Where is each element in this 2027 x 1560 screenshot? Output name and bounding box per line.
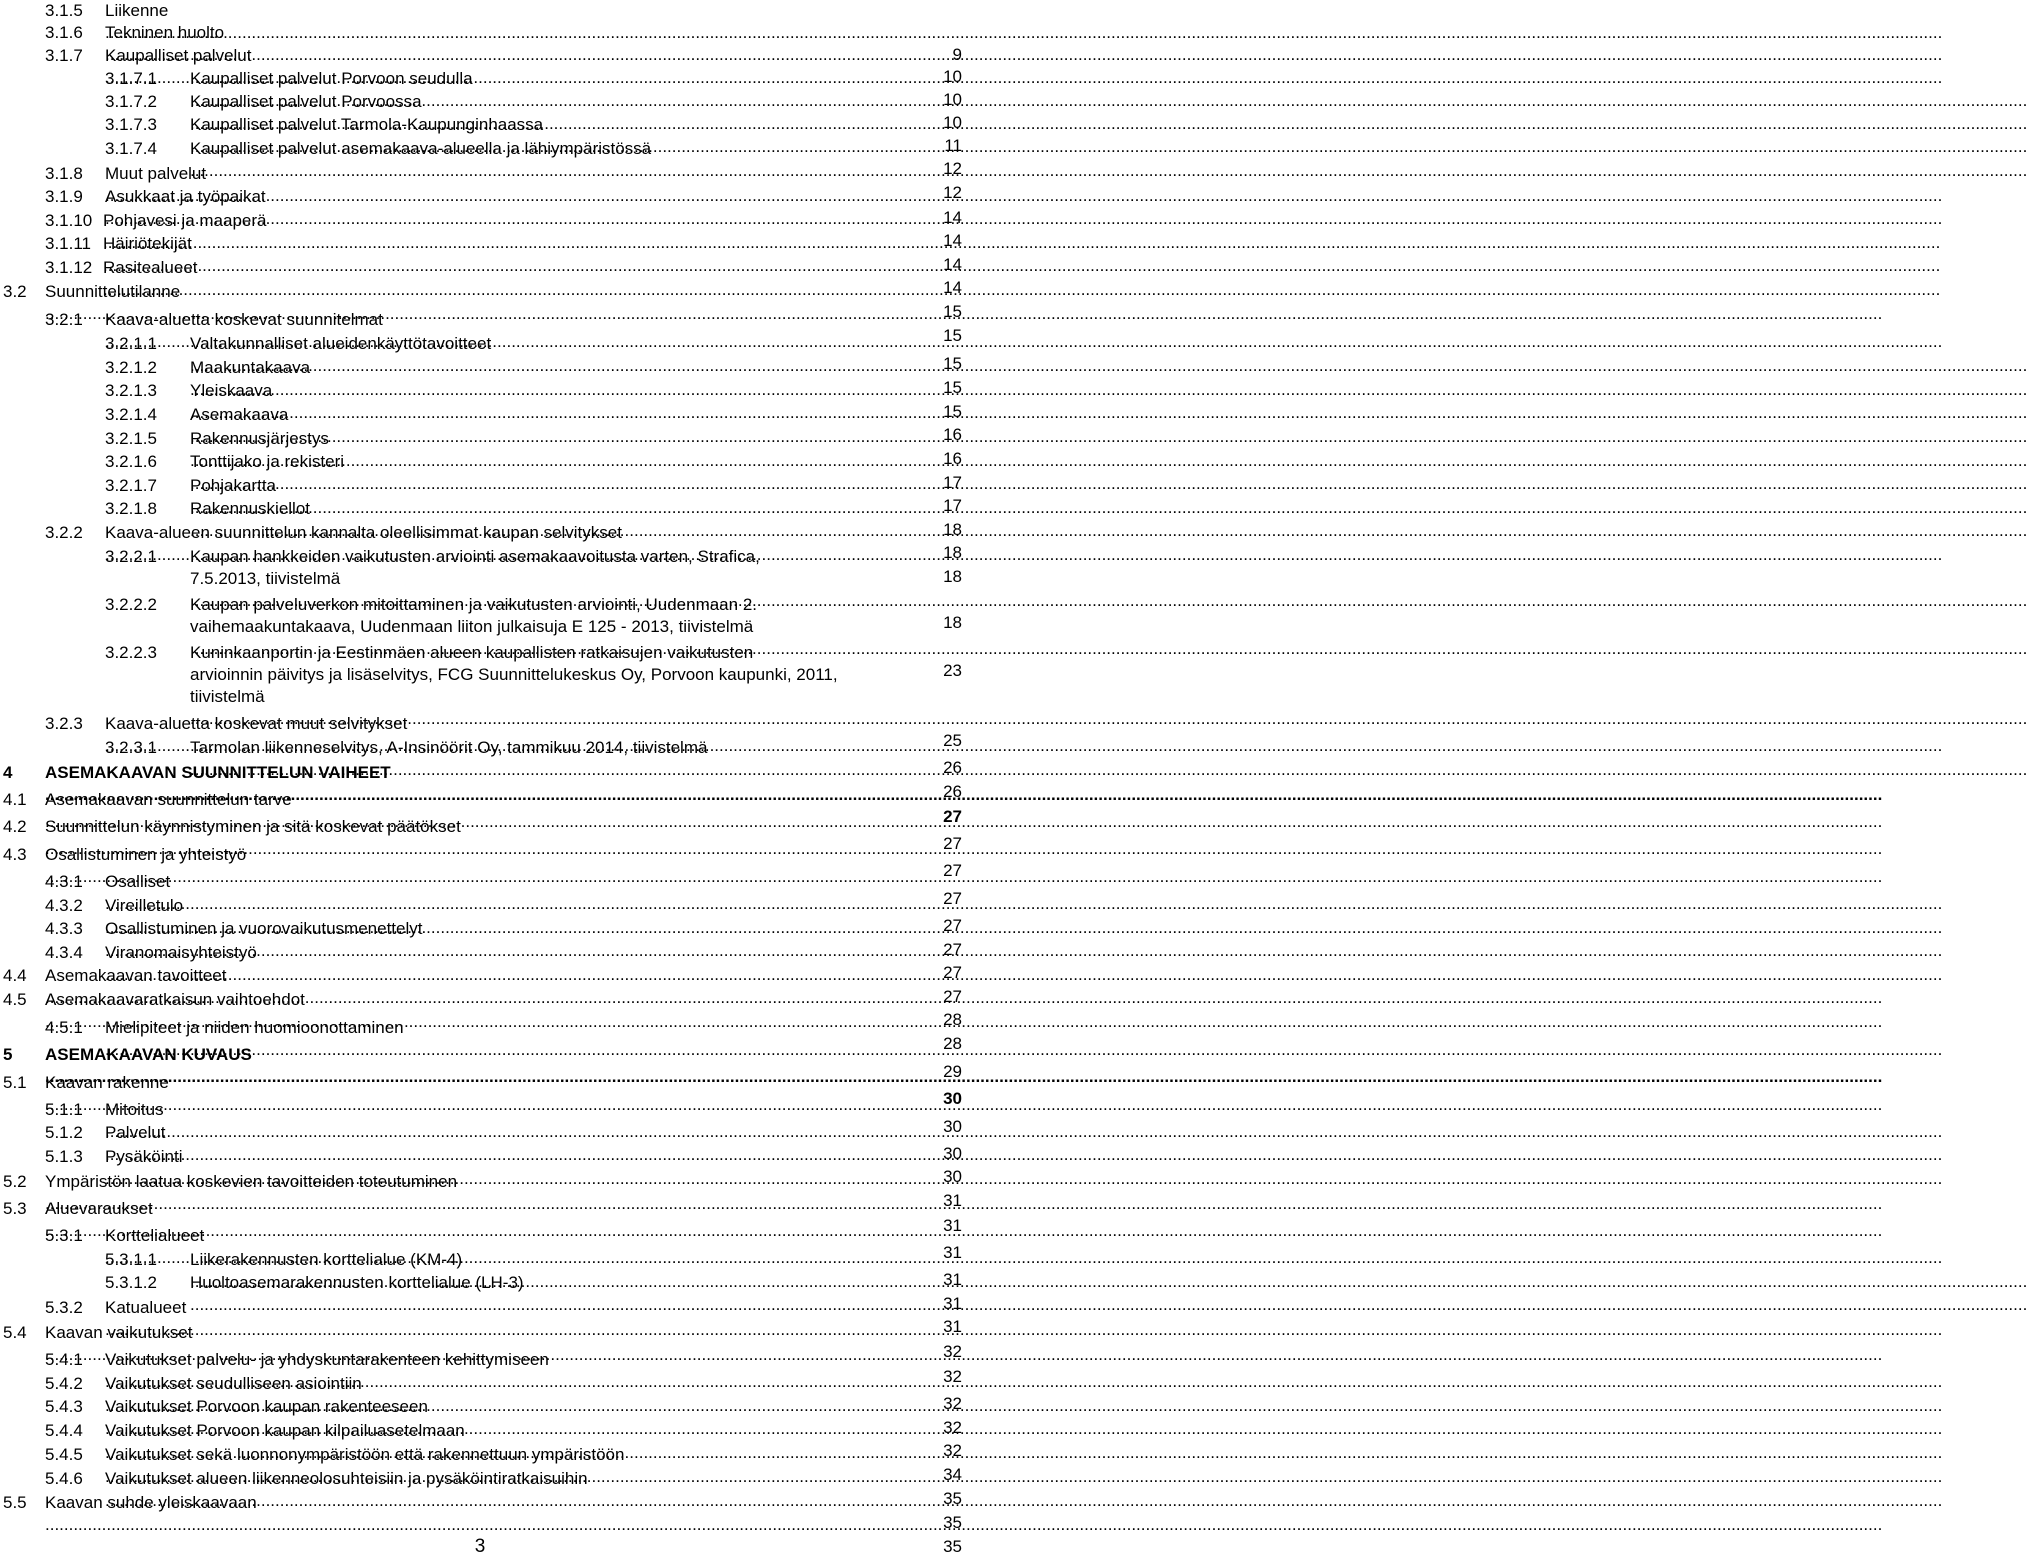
toc-entry-page: 27 [943,916,962,935]
toc-entry-page: 14 [943,255,962,274]
toc-entry-page: 31 [943,1191,962,1210]
toc-entry[interactable] [3,1492,962,1556]
toc-entry-page: 31 [943,1317,962,1336]
toc-entry-page: 31 [943,1243,962,1262]
toc-entry-title: Kaavan rakenne [45,1073,169,1092]
toc-entry-number: 3.2.2.3 [105,643,157,662]
toc-entry-number: 3.2.3.1 [105,738,157,757]
toc-entry-number: 3.2.1.7 [105,476,157,495]
page-number: 3 [474,1536,486,1557]
toc-entry-title: Ympäristön laatua koskevien tavoitteiden toteutuminen [45,1172,458,1191]
toc-entry-number: 5.4.6 [45,1469,83,1488]
toc-entry-title: ASEMAKAAVAN KUVAUS [45,1045,252,1064]
toc-entry-title: Kaupalliset palvelut Porvoossa [190,92,422,111]
toc-entry-page: 29 [943,1062,962,1081]
toc-entry-number: 4 [3,763,13,782]
toc-entry-page: 27 [943,807,962,826]
toc-entry-number: 5.4.1 [45,1350,83,1369]
toc-entry-number: 3.1.7.2 [105,92,157,111]
toc-entry-number: 3.1.10 [45,211,93,230]
toc-entry-title: Rasitealueet [103,258,198,277]
toc-entry-title: Muut palvelut [105,164,207,183]
toc-entry-title: Kaavan vaikutukset [45,1323,193,1342]
toc-entry-number: 4.3 [3,845,27,864]
toc-entry-title: Mitoitus [105,1100,164,1119]
toc-entry-page: 12 [943,159,962,178]
toc-entry-number: 3.2.1.2 [105,358,157,377]
toc-entry-title: Maakuntakaava [190,358,311,377]
toc-entry-page: 14 [943,278,962,297]
toc-entry-number: 3.2.1.3 [105,381,157,400]
toc-entry-number: 3.2.1 [45,310,83,329]
toc-entry-page: 27 [943,987,962,1006]
toc-entry-number: 3.1.5 [45,1,83,20]
toc-entry-number: 4.4 [3,966,27,985]
toc-entry-page: 30 [943,1144,962,1163]
toc-entry-page: 31 [943,1294,962,1313]
toc-entry-page: 32 [943,1342,962,1361]
toc-entry-page: 28 [943,1034,962,1053]
toc-entry-title: Kaupalliset palvelut Porvoon seudulla [190,69,473,88]
toc-entry-number: 3.2.1.4 [105,405,157,424]
toc-entry-title: Pohjakartta [190,476,276,495]
toc-entry-page: 26 [943,782,962,801]
toc-entry-page: 35 [943,1513,962,1532]
toc-entry-page: 30 [943,1167,962,1186]
toc-entry-title: Katualueet [105,1298,187,1317]
toc-entry-page: 32 [943,1394,962,1413]
toc-entry-page: 31 [943,1216,962,1235]
toc-entry-title-line: arvioinnin päivitys ja lisäselvitys, FCG Suunnittelukeskus Oy, Porvoon kaupunki, 2011, [190,665,838,684]
toc-entry-page: 27 [943,940,962,959]
toc-entry-title: Vaikutukset palvelu- ja yhdyskuntarakenteen kehittymiseen [105,1350,549,1369]
toc-entry-title: 7.5.2013, tiivistelmä [190,569,341,588]
toc-entry-number: 4.3.2 [45,896,83,915]
toc-entry-title: Palvelut [105,1123,166,1142]
toc-entry-number: 4.3.1 [45,872,83,891]
toc-entry-page: 16 [943,425,962,444]
toc-entry-title: Pohjavesi ja maaperä [103,211,267,230]
toc-entry-number: 3.2.2.2 [105,595,157,614]
toc-entry-page: 10 [943,90,962,109]
toc-entry-page: 27 [943,963,962,982]
toc-entry-page: 27 [943,861,962,880]
toc-entry-page: 27 [943,889,962,908]
toc-entry-page: 30 [943,1117,962,1136]
toc-entry-page: 23 [943,661,962,680]
toc-entry-title: Pysäköinti [105,1147,183,1166]
toc-entry-title: Vaikutukset sekä luonnonympäristöön että rakennettuun ympäristöön [105,1445,625,1464]
toc-entry-number: 5.3.1 [45,1226,83,1245]
toc-entry-title: Huoltoasemarakennusten korttelialue (LH-3) [190,1273,524,1292]
toc-entry-title: Kaava-alueen suunnittelun kannalta oleellisimmat kaupan selvitykset [105,523,622,542]
toc-entry-number: 5 [3,1045,13,1064]
toc-entry-number: 4.3.3 [45,919,83,938]
toc-entry-title: Kaava-aluetta koskevat suunnitelmat [105,310,383,329]
toc-entry-title: Kaupalliset palvelut Tarmola-Kaupunginhaassa [190,115,544,134]
toc-entry-number: 5.3.2 [45,1298,83,1317]
toc-entry-page: 17 [943,496,962,515]
toc-entry-number: 5.3.1.2 [105,1273,157,1292]
toc-entry-title: vaihemaakuntakaava, Uudenmaan liiton julkaisuja E 125 - 2013, tiivistelmä [190,617,754,636]
toc-entry-page: 30 [943,1089,962,1108]
toc-entry-title: Kaupalliset palvelut asemakaava-alueella ja lähiympäristössä [190,139,652,158]
toc-entry-number: 5.3 [3,1199,27,1218]
toc-entry-title: Vaikutukset alueen liikenneolosuhteisiin ja pysäköintiratkaisuihin [105,1469,588,1488]
toc-entry-page: 11 [944,136,962,155]
dot-leader [45,1514,962,1536]
toc-entry-title: Suunnittelutilanne [45,282,181,301]
toc-entry-title: Tarmolan liikenneselvitys, A-Insinöörit Oy, tammikuu 2014, tiivistelmä [190,738,708,757]
toc-entry-page: 15 [943,378,962,397]
toc-entry-title: Rakennuskiellot [190,499,311,518]
toc-entry-number: 3.2.2 [45,523,83,542]
toc-entry-page: 32 [943,1418,962,1437]
toc-entry-title: Vaikutukset Porvoon kaupan kilpailuasetelmaan [105,1421,465,1440]
toc-entry-title: ASEMAKAAVAN SUUNNITTELUN VAIHEET [45,763,391,782]
toc-entry-title: Asemakaavan suunnittelun tarve [45,790,292,809]
toc-entry-title: Kaavan suhde yleiskaavaan [45,1493,257,1512]
toc-entry-page: 27 [943,834,962,853]
toc-entry-title: Asemakaavaratkaisun vaihtoehdot [45,990,305,1009]
toc-entry-title: Korttelialueet [105,1226,205,1245]
toc-entry-title-line: Kaupan palveluverkon mitoittaminen ja vaikutusten arviointi, Uudenmaan 2. [190,595,757,614]
toc-entry-title: tiivistelmä [190,687,265,706]
toc-entry-number: 3.1.9 [45,187,83,206]
toc-entry-title: Vaikutukset Porvoon kaupan rakenteeseen [105,1397,428,1416]
toc-entry-title: Valtakunnalliset alueidenkäyttötavoitteet [190,334,492,353]
toc-entry-title: Osallistuminen ja yhteistyö [45,845,247,864]
toc-entry-title: Yleiskaava [190,381,273,400]
toc-entry-page: 28 [943,1010,962,1029]
toc-entry-number: 5.1.1 [45,1100,83,1119]
toc-entry-page: 34 [943,1465,962,1484]
toc-entry-page: 18 [943,543,962,562]
toc-entry-title: Mielipiteet ja niiden huomioonottaminen [105,1018,404,1037]
toc-entry-page: 32 [943,1367,962,1386]
toc-entry-number: 3.2.1.6 [105,452,157,471]
toc-entry-title: Häiriötekijät [103,234,192,253]
toc-entry-number: 3.1.7.4 [105,139,157,158]
toc-entry-page: 9 [952,45,962,64]
toc-entry-title: Tekninen huolto [105,23,225,42]
toc-entry-number: 4.5.1 [45,1018,83,1037]
toc-entry-page: 18 [943,567,962,586]
toc-entry-number: 5.4.5 [45,1445,83,1464]
toc-entry-title: Vireilletulo [105,896,184,915]
toc-entry-page: 35 [943,1537,962,1556]
toc-entry-page: 16 [943,449,962,468]
toc-entry-number: 3.2.1.8 [105,499,157,518]
toc-entry-page: 10 [943,67,962,86]
toc-entry-number: 5.4.3 [45,1397,83,1416]
toc-entry-page: 12 [943,183,962,202]
toc-entry-title: Asemakaavan tavoitteet [45,966,227,985]
toc-entry-title: Osalliset [105,872,171,891]
toc-entry-page: 26 [943,758,962,777]
toc-entry-number: 5.5 [3,1493,27,1512]
toc-entry-page: 10 [943,113,962,132]
toc-entry-title: Vaikutukset seudulliseen asiointiin [105,1374,362,1393]
toc-entry-title: Asemakaava [190,405,289,424]
toc-entry-page: 32 [943,1441,962,1460]
toc-entry-title: Tonttijako ja rekisteri [190,452,345,471]
toc-entry-page: 15 [943,326,962,345]
toc-entry-page: 17 [943,473,962,492]
toc-entry-title: Rakennusjärjestys [190,429,329,448]
toc-entry-number: 3.1.7.1 [105,69,157,88]
toc-entry-page: 31 [943,1270,962,1289]
toc-entry-number: 5.3.1.1 [105,1250,157,1269]
toc-entry-number: 5.4 [3,1323,27,1342]
toc-entry-number: 4.3.4 [45,943,83,962]
toc-entry-title: Viranomaisyhteistyö [105,943,257,962]
toc-entry-number: 5.1 [3,1073,27,1092]
toc-entry-page: 15 [943,402,962,421]
toc-entry-title: Aluevaraukset [45,1199,153,1218]
toc-entry-page: 15 [943,354,962,373]
toc-entry-number: 4.1 [3,790,27,809]
toc-entry-page: 14 [943,208,962,227]
toc-entry-page: 14 [943,231,962,250]
toc-entry-number: 3.1.12 [45,258,93,277]
toc-entry-number: 3.1.6 [45,23,83,42]
toc-entry-number: 5.1.3 [45,1147,83,1166]
toc-entry-title: Asukkaat ja työpaikat [105,187,266,206]
toc-entry-number: 3.2 [3,282,27,301]
toc-entry-number: 4.5 [3,990,27,1009]
toc-entry-number: 5.1.2 [45,1123,83,1142]
toc-entry-number: 3.1.7 [45,46,83,65]
toc-entry-number: 5.4.4 [45,1421,83,1440]
toc-entry-number: 5.2 [3,1172,27,1191]
toc-entry-number: 5.4.2 [45,1374,83,1393]
toc-entry-number: 3.2.2.1 [105,547,157,566]
toc-entry-page: 18 [943,613,962,632]
toc-entry-number: 3.2.1.1 [105,334,157,353]
toc-entry-title: Kaupalliset palvelut [105,46,252,65]
toc-entry-number: 3.2.3 [45,714,83,733]
toc-entry-title: Osallistuminen ja vuorovaikutusmenettelyt [105,919,423,938]
toc-entry-number: 3.1.8 [45,164,83,183]
toc-entry-title: Liikerakennusten korttelialue (KM-4) [190,1250,463,1269]
toc-entry-number: 3.2.1.5 [105,429,157,448]
toc-entry-title: Suunnittelun käynnistyminen ja sitä koskevat päätökset [45,817,461,836]
toc-entry-page: 25 [943,731,962,750]
toc-entry-number: 3.1.7.3 [105,115,157,134]
toc-entry-title: Liikenne [105,1,169,20]
toc-entry-page: 15 [943,302,962,321]
toc-entry-title: Kaava-aluetta koskevat muut selvitykset [105,714,408,733]
toc-entry-page: 35 [943,1489,962,1508]
toc-entry-title-line: Kaupan hankkeiden vaikutusten arviointi asemakaavoitusta varten, Strafica, [190,547,760,566]
toc-entry-number: 3.1.11 [45,234,92,253]
toc-entry-page: 18 [943,520,962,539]
toc-entry-number: 4.2 [3,817,27,836]
toc-entry-title-line: Kuninkaanportin ja Eestinmäen alueen kaupallisten ratkaisujen vaikutusten [190,643,754,662]
